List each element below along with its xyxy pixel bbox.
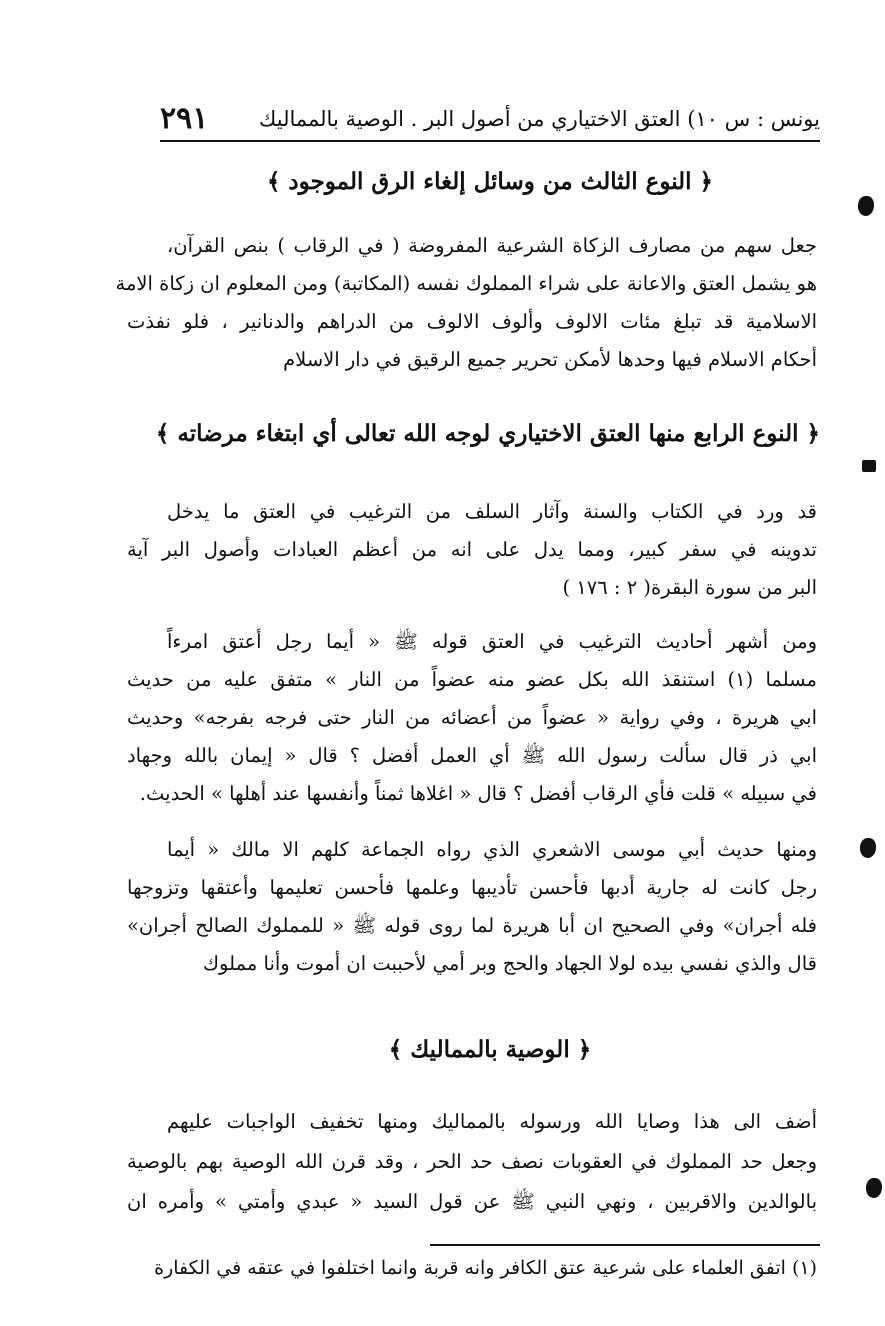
paragraph-line: البر من سورة البقرة( ٢ : ١٧٦ ): [562, 576, 817, 599]
paragraph-line: تدوينه في سفر كبير، ومما يدل على انه من أعظم العبادات وأصول البر آية: [127, 538, 817, 561]
footnote-rule: [430, 1244, 820, 1246]
ink-blot: [866, 1178, 882, 1198]
paragraph-line: أضف الى هذا وصايا الله ورسوله بالمماليك ومنها تخفيف الواجبات عليهم: [167, 1110, 817, 1133]
section-heading-fourth-type: ﴿ النوع الرابع منها العتق الاختياري لوجه الله تعالى أي ابتغاء مرضاته ﴾: [155, 420, 820, 447]
footnote: (١) اتفق العلماء على شرعية عتق الكافر وانه قربة وانما اختلفوا في عتقه في الكفارة: [154, 1257, 817, 1279]
paragraph-line: ابي هريرة ، وفي رواية « عضواً من أعضائه من النار حتى فرجه بفرجه» وحديث: [127, 706, 817, 729]
ink-blot: [860, 838, 876, 858]
paragraph-line: فله أجران» وفي الصحيح ان أبا هريرة لما روى قوله ﷺ « للمملوك الصالح أجران»: [127, 914, 817, 937]
paragraph-line: ومن أشهر أحاديث الترغيب في العتق قوله ﷺ « أيما رجل أعتق امرءاً: [167, 630, 817, 653]
paragraph-line: وجعل حد المملوك في العقوبات نصف حد الحر ، وقد قرن الله الوصية بهم بالوصية: [127, 1150, 817, 1173]
section-heading-slaves-advice: ﴿ الوصية بالمماليك ﴾: [388, 1036, 592, 1063]
paragraph-line: رجل كانت له جارية أدبها فأحسن تأديبها وعلمها فأحسن تعليمها وأعتقها وتزوجها: [127, 876, 817, 899]
paragraph-line: مسلما (١) استنقذ الله بكل عضو منه عضواً من النار » متفق عليه من حديث: [127, 668, 817, 691]
page-header: [160, 88, 820, 134]
paragraph-line: الاسلامية قد تبلغ مئات الالوف وألوف الالوف من الدراهم والدنانير ، فلو نفذت: [127, 310, 817, 333]
page-number: ٢٩١: [160, 101, 209, 136]
running-head: يونس : س ١٠) العتق الاختياري من أصول البر . الوصية بالمماليك: [259, 107, 820, 131]
paragraph-line: بالوالدين والاقربين ، ونهي النبي ﷺ عن قول السيد « عبدي وأمتي » وأمره ان: [127, 1190, 817, 1213]
paragraph-line: أحكام الاسلام فيها وحدها لأمكن تحرير جميع الرقيق في دار الاسلام: [283, 348, 817, 371]
ink-blot: [862, 460, 876, 472]
paragraph-line: جعل سهم من مصارف الزكاة الشرعية المفروضة ( في الرقاب ) بنص القرآن،: [167, 234, 817, 257]
paragraph-line: ومنها حديث أبي موسى الاشعري الذي رواه الجماعة كلهم الا مالك « أيما: [167, 838, 817, 861]
header-rule: [160, 140, 820, 142]
section-heading-third-type: ﴿ النوع الثالث من وسائل إلغاء الرق الموجود ﴾: [266, 168, 714, 195]
paragraph-line: في سبيله » قلت فأي الرقاب أفضل ؟ قال « اغلاها ثمناً وأنفسها عند أهلها » الحديث.: [139, 782, 817, 805]
paragraph-line: قد ورد في الكتاب والسنة وآثار السلف من الترغيب في العتق ما يدخل: [167, 500, 817, 523]
ink-blot: [858, 196, 874, 216]
paragraph-line: هو يشمل العتق والاعانة على شراء المملوك نفسه (المكاتبة) ومن المعلوم ان زكاة الامة: [115, 272, 817, 295]
paragraph-line: قال والذي نفسي بيده لولا الجهاد والحج وبر أمي لأحببت ان أموت وأنا مملوك: [202, 952, 817, 975]
paragraph-line: ابي ذر قال سألت رسول الله ﷺ أي العمل أفضل ؟ قال « إيمان بالله وجهاد: [127, 744, 817, 767]
